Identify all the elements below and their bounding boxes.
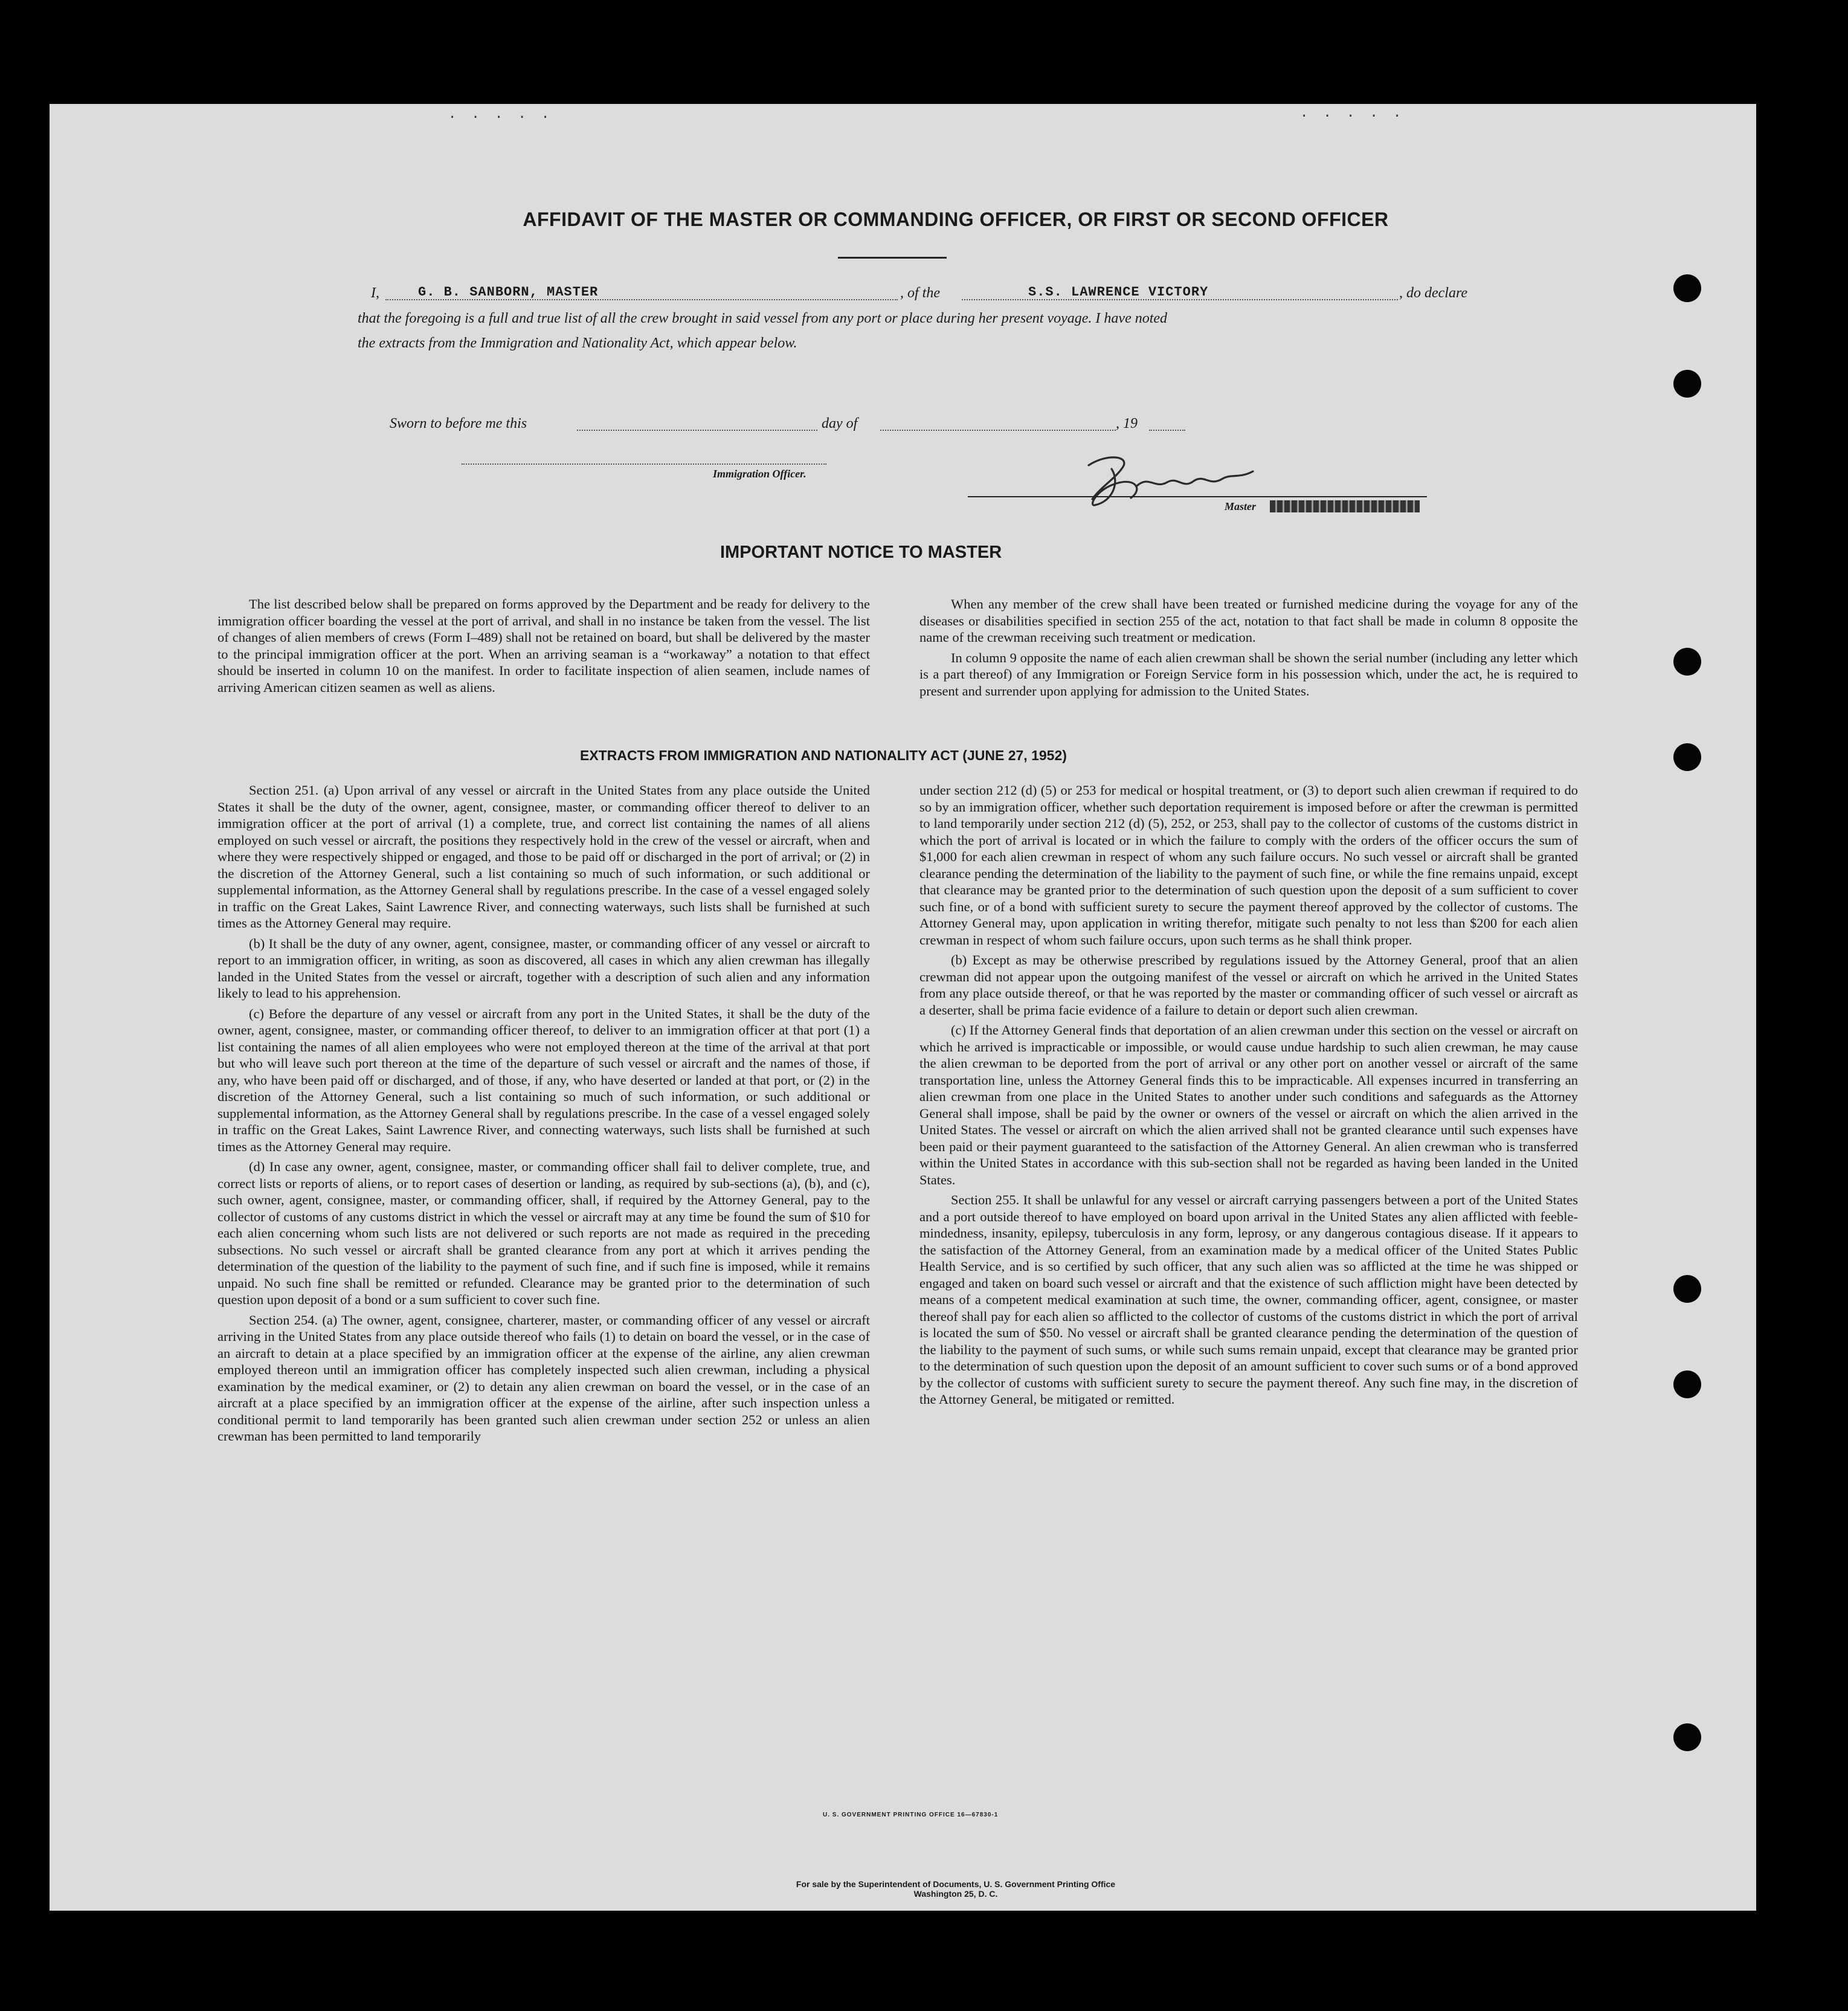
extracts-title: EXTRACTS FROM IMMIGRATION AND NATIONALITY ACT (JUNE 27, 1952) bbox=[580, 747, 1067, 763]
sale-line-2: Washington 25, D. C. bbox=[913, 1889, 998, 1899]
punch-hole bbox=[1673, 743, 1701, 771]
scan-speck: · · · · · bbox=[448, 110, 553, 125]
punch-hole bbox=[1673, 648, 1701, 676]
act-paragraph: (c) If the Attorney General finds that deportation of an alien crewman under this section on the vessel or aircraft on which he arrived is impracticable or impossible, or would cause undue hardship to such alien crewman, he may cause the alien crewman to be deported from the port of arrival or any other port on another vessel or aircraft of the same transportation line, unless the Attorney General finds this to be impracticable. All expenses incurred in transferring an alien crewman from one place in the United States to another under such conditions and safeguards as the Attorney General shall impose, shall be paid by the owner or owners of the vessel or aircraft on which the alien arrived in the United States. The vessel or aircraft on which the alien arrived shall not be granted clearance until such expenses have been paid or their payment guaranteed to the satisfaction of the Attorney General. An alien crewman who is transferred within the United States in accordance with this sub-section shall not be regarded as having been landed in the United States. bbox=[919, 1022, 1578, 1187]
notice-paragraph: When any member of the crew shall have been treated or furnished medicine during the voyage for any of the diseases or disabilities specified in section 255 of the act, notation to that fact shall be made in column 8 opposite the name of the crewman receiving such treatment or medication. bbox=[919, 596, 1578, 645]
declaration-line-2: the extracts from the Immigration and Nationality Act, which appear below. bbox=[358, 335, 797, 351]
punch-hole bbox=[1673, 1275, 1701, 1303]
document-page bbox=[50, 104, 1756, 1911]
act-paragraph: (c) Before the departure of any vessel or aircraft from any port in the United States, it shall be the duty of the owner, agent, consignee, master, or commanding officer thereof, to deliver to an immigration officer at that port (1) a list containing the names of all alien employees who were not employed thereon at the time of the arrival at that port but who will leave such port thereon at the time of the departure of such vessel or aircraft and the names of those, if any, who have been paid off or discharged, and of those, if any, who have deserted or landed at that port, or (2) in the discretion of the Attorney General, such a list containing so much of such information, or such additional or supplemental information, as the Attorney General shall by regulations prescribe. In the case of a vessel engaged solely in traffic on the Great Lakes, Saint Lawrence River, and connecting waterways, such lists shall be furnished at such times as the Attorney General may require. bbox=[217, 1005, 870, 1154]
year-label: , 19 bbox=[1116, 416, 1138, 431]
title-underline bbox=[838, 257, 947, 259]
i-label: I, bbox=[371, 285, 379, 301]
act-paragraph: (b) It shall be the duty of any owner, agent, consignee, master, or commanding officer of any vessel or aircraft to report to an immigration officer, in writing, as soon as discovered, all cases in which any alien crewman has illegally landed in the United States from the vessel or aircraft, together with a description of such alien and any information likely to lead to his apprehension. bbox=[217, 935, 870, 1001]
officer-label: Immigration Officer. bbox=[713, 468, 806, 480]
extracts-left-column bbox=[217, 782, 870, 1448]
notice-paragraph: The list described below shall be prepared on forms approved by the Department and be ready for delivery to the immigration officer boarding the vessel at the port of arrival, and shall in no instance be taken from the vessel. The list of changes of alien members of crews (Form I–489) shall not be retained on board, but shall be delivered by the master to the principal immigration officer at the port. When an arriving seaman is a “workaway” a notation to that effect should be inserted in column 10 on the manifest. In order to facilitate inspection of alien seamen, include names of arriving American citizen seamen as well as aliens. bbox=[217, 596, 870, 695]
scan-speck: · · · · · bbox=[1300, 109, 1405, 124]
vessel-name: S.S. LAWRENCE VICTORY bbox=[1028, 285, 1209, 300]
sale-notice bbox=[642, 1879, 1270, 1899]
act-paragraph: Section 254. (a) The owner, agent, consignee, charterer, master, or commanding officer of any vessel or aircraft arriving in the United States from any place outside thereof who fails (1) to detain on board the vessel, or in the case of an aircraft to detain at a place specified by an immigration officer at the expense of the airline, any alien crewman employed thereon until an immigration officer has completely inspected such alien crewman, including a physical examination by the medical examiner, or (2) to detain any alien crewman on board the vessel, or in the case of an aircraft at a place specified by an immigration officer at the expense of the airline, after such inspection unless a conditional permit to land temporarily has been granted such alien crewman under section 252 or unless an alien crewman has been permitted to land temporarily bbox=[217, 1312, 870, 1444]
of-the-label: , of the bbox=[900, 285, 940, 301]
act-paragraph: (d) In case any owner, agent, consignee, master, or commanding officer shall fail to deliver complete, true, and correct lists or reports of aliens, or to report cases of desertion or landing, as required by sub-sections (a), (b), and (c), such owner, agent, consignee, master, or commanding officer, shall, if required by the Attorney General, pay to the collector of customs of any customs district in which the vessel or aircraft may at any time be found the sum of $10 for each alien concerning whom such lists are not delivered or such reports are not made as required in the preceding subsections. No such vessel or aircraft shall be granted clearance from any port at which it arrives pending the determination of the question of the liability to the payment of such fine, and if such fine is imposed, while it remains unpaid. No such fine shall be remitted or refunded. Clearance may be granted prior to the determination of such question upon deposit of a bond or a sum sufficient to cover such fine. bbox=[217, 1159, 870, 1307]
officer-signature-line bbox=[462, 463, 826, 465]
act-paragraph: (b) Except as may be otherwise prescribed by regulations issued by the Attorney General, proof that an alien crewman did not appear upon the outgoing manifest of the vessel or aircraft on which he arrived in the United States from any place outside thereof, or that he was reported by the master or commanding officer of such vessel or aircraft as a deserter, shall be prima facie evidence of a failure to detain or deport such alien crewman. bbox=[919, 952, 1578, 1018]
sworn-year-dotted-line bbox=[1149, 430, 1185, 431]
notice-title: IMPORTANT NOTICE TO MASTER bbox=[720, 543, 1002, 562]
punch-hole bbox=[1673, 1370, 1701, 1398]
master-label: Master bbox=[1225, 500, 1257, 512]
day-of-label: day of bbox=[822, 416, 858, 431]
printing-office-code: U. S. GOVERNMENT PRINTING OFFICE 16—67830-1 bbox=[823, 1812, 999, 1818]
notice-paragraph: In column 9 opposite the name of each alien crewman shall be shown the serial number (including any letter which is a part thereof) of any Immigration or Foreign Service form in his possession which, under the act, he is required to present and surrender upon applying for admission to the United States. bbox=[919, 650, 1578, 699]
declaration-line-1: that the foregoing is a full and true list of all the crew brought in said vessel from any port or place during her present voyage. I have noted bbox=[358, 311, 1168, 326]
sworn-month-dotted-line bbox=[880, 430, 1116, 431]
act-paragraph: under section 212 (d) (5) or 253 for medical or hospital treatment, or (3) to deport such alien crewman if required to do so by an immigration officer, whether such deportation requirement is imposed before or after the crewman is permitted to land temporarily under section 212 (d) (5), 252, or 253, shall pay to the collector of customs of the customs district in which the port of arrival is located or in which the failure to comply with the orders of the officer occurs the sum of $1,000 for each alien crewman in respect of whom any such failure occurs. No such vessel or aircraft shall be granted clearance pending the determination of the liability to the payment of such fine, or while the fine remains unpaid, except that clearance may be granted prior to the determination of such question upon the deposit of a sum sufficient to cover such fine, or of a bond with sufficient surety to secure the payment thereof approved by the collector of customs. The Attorney General may, upon application in writing therefor, mitigate such penalty to not less than $200 for each alien crewman in respect of whom such failure occurs, upon such terms as he shall think proper. bbox=[919, 783, 1578, 947]
sworn-date-dotted-line bbox=[577, 430, 817, 431]
signature-line bbox=[968, 496, 1427, 497]
sworn-label: Sworn to before me this bbox=[390, 416, 527, 431]
do-declare-label: , do declare bbox=[1399, 285, 1468, 301]
act-paragraph: Section 251. (a) Upon arrival of any vessel or aircraft in the United States from any place outside the United States it shall be the duty of the owner, agent, consignee, master, or commanding officer thereof to deliver to an immigration officer at the port of arrival (1) a complete, true, and correct list containing the names of all aliens employed on such vessel or aircraft, the positions they respectively hold in the crew of the vessel or aircraft, when and where they were respectively shipped or engaged, and those to be paid off or discharged in the port of arrival; or (2) in the discretion of the Attorney General, such a list containing so much of such information, or such additional or supplemental information, as the Attorney General shall by regulations prescribe. In the case of a vessel engaged solely in traffic on the Great Lakes, Saint Lawrence River, and connecting waterways, such lists shall be furnished at such times as the Attorney General may require. bbox=[217, 783, 870, 931]
sale-line-1: For sale by the Superintendent of Documents, U. S. Government Printing Office bbox=[796, 1879, 1116, 1889]
punch-hole bbox=[1673, 1723, 1701, 1751]
extracts-right-column bbox=[919, 782, 1578, 1412]
affidavit-title: AFFIDAVIT OF THE MASTER OR COMMANDING OFFICER, OR FIRST OR SECOND OFFICER bbox=[523, 208, 1389, 230]
notice-left-column bbox=[217, 596, 870, 699]
struck-out-title bbox=[1270, 500, 1420, 512]
act-paragraph: Section 255. It shall be unlawful for any vessel or aircraft carrying passengers between a port of the United States and a port outside thereof to have employed on board upon arrival in the United States any alien afflicted with feeble-mindedness, insanity, epilepsy, tuberculosis in any form, leprosy, or any dangerous contagious disease. If it appears to the satisfaction of the Attorney General, from an examination made by a medical officer of the United States Public Health Service, and is so certified by such officer, that any such alien was so afflicted at the time he was shipped or engaged and taken on board such vessel or aircraft and that the existence of such affliction might have been detected by means of a competent medical examination at such time, the owner, commanding officer, agent, consignee, or master thereof shall pay for each alien so afflicted to the collector of customs of the customs district in which the port of arrival is located the sum of $50. No vessel or aircraft shall be granted clearance pending the determination of the question of the liability to the payment of such sums, or while such sums remain unpaid, except that clearance may be granted prior to the determination of such question upon the deposit of an amount sufficient to cover such sums or of a bond approved by the collector of customs with sufficient surety to secure the payment thereof. Any such fine may, in the discretion of the Attorney General, be mitigated or remitted. bbox=[919, 1192, 1578, 1407]
declarant-name: G. B. SANBORN, MASTER bbox=[418, 285, 599, 300]
notice-right-column bbox=[919, 596, 1578, 703]
punch-hole bbox=[1673, 370, 1701, 398]
punch-hole bbox=[1673, 274, 1701, 302]
